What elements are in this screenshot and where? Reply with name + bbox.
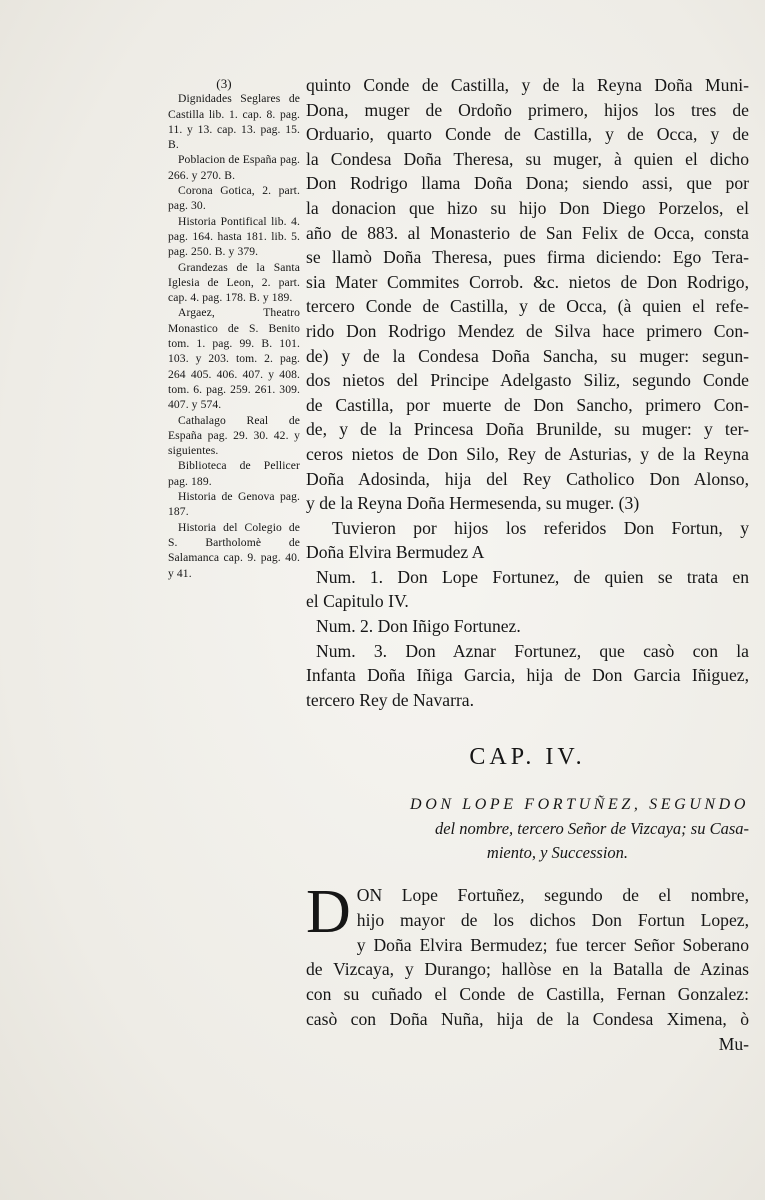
text-line: Orduario, quarto Conde de Castilla, y de Occa, y de: [306, 124, 749, 145]
text-line: Num. 2. Don Iñigo Fortunez.: [316, 616, 521, 637]
text-line: casò con Doña Nuña, hija de la Condesa Ximena, ò: [306, 1008, 749, 1029]
margin-note: Historia Pontifical lib. 4. pag. 164. hasta 181. lib. 5. pag. 250. B. y 379.: [168, 214, 300, 259]
chapter-subtitle-line: DON LOPE FORTUÑEZ, SEGUNDO: [410, 796, 749, 813]
margin-note: Historia de Genova pag. 187.: [168, 490, 300, 519]
text-line: de Vizcaya, y Durango; hallòse en la Batalla de Azinas: [306, 959, 749, 980]
text-line: Infanta Doña Iñiga Garcia, hija de Don Garcia Iñiguez,: [306, 665, 749, 686]
text-line: de, y de la Princesa Doña Brunilde, su muger: y ter-: [306, 419, 749, 440]
margin-note: Poblacion de España pag. 266. y 270. B.: [168, 153, 300, 182]
chapter-subtitle-line: del nombre, tercero Señor de Vizcaya; su Casa-: [434, 819, 749, 838]
num-item: [306, 565, 749, 614]
catchword: Mu-: [718, 1033, 749, 1054]
text-line: hijo mayor de los dichos Don Fortun Lopez,: [356, 909, 749, 930]
text-line: el Capitulo IV.: [306, 591, 409, 612]
footnote-marker: (3): [216, 76, 232, 91]
text-line: Num. 3. Don Aznar Fortunez, que casò con la: [316, 640, 749, 661]
text-line: la Condesa Doña Theresa, su muger, à quien el dicho: [306, 148, 749, 169]
genealogy-paragraph: [306, 73, 749, 516]
text-line: ON Lope Fortuñez, segundo de el nombre,: [356, 885, 749, 905]
text-line: rido Don Rodrigo Mendez de Silva hace primero Con-: [306, 320, 749, 341]
text-line: quinto Conde de Castilla, y de la Reyna Doña Muni-: [306, 75, 749, 95]
text-line: Dona, muger de Ordoño primero, hijos los tres de: [306, 99, 749, 120]
num-item: [306, 639, 749, 713]
main-text: [306, 73, 749, 712]
text-line: tercero Rey de Navarra.: [306, 689, 475, 710]
margin-notes: [168, 76, 300, 581]
text-line: y Doña Elvira Bermudez; fue tercer Señor Soberano: [356, 934, 749, 955]
margin-note: Corona Gotica, 2. part. pag. 30.: [168, 184, 300, 213]
text-line: con su cuñado el Conde de Castilla, Fernan Gonzalez:: [306, 984, 749, 1005]
chapter-heading: CAP. IV.: [469, 744, 586, 770]
text-line: tercero Conde de Castilla, y de Occa, (à quien el refe-: [306, 296, 749, 317]
text-line: y de la Reyna Doña Hermesenda, su muger. (3): [306, 493, 640, 514]
chapter-body: [306, 878, 749, 1057]
text-line: Num. 1. Don Lope Fortunez, de quien se trata en: [316, 566, 749, 587]
text-line: Tuvieron por hijos los referidos Don Fortun, y: [332, 517, 749, 538]
margin-note: Grandezas de la Santa Iglesia de Leon, 2. part. cap. 4. pag. 178. B. y 189.: [168, 260, 300, 305]
margin-note: Dignidades Seglares de Castilla lib. 1. cap. 8. pag. 11. y 13. cap. 13. pag. 15. B.: [168, 92, 300, 152]
chapter-subtitle: [306, 793, 749, 865]
text-line: se llamò Doña Theresa, pues firma diciendo: Ego Tera-: [306, 247, 749, 268]
text-line: Doña Adosinda, hija del Rey Catholico Don Alonso,: [306, 468, 749, 489]
children-paragraph: [306, 516, 749, 565]
chapter-subtitle-line: miento, y Succession.: [486, 843, 629, 862]
text-line: de Castilla, por muerte de Don Sancho, primero Con-: [306, 394, 749, 415]
text-line: Don Rodrigo llama Doña Dona; siendo assi, que por: [306, 173, 749, 194]
margin-note: Historia del Colegio de S. Bartholomè de Salamanca cap. 9. pag. 40. y 41.: [168, 520, 300, 580]
margin-note: Biblioteca de Pellicer pag. 189.: [168, 459, 300, 488]
margin-note: Argaez, Theatro Monastico de S. Benito tom. 1. pag. 99. B. 101. 103. y 203. tom. 2. pag. 264 405. 406. 407. y 408. tom. 6. pag. 259. 261. 309. 407. y 574.: [168, 306, 300, 412]
text-line: dos nietos del Principe Adelgasto Siliz, segundo Conde: [306, 370, 749, 391]
text-line: la donacion que hizo su hijo Don Diego Porzelos, el: [306, 197, 749, 218]
text-line: año de 883. al Monasterio de San Felix de Occa, consta: [306, 222, 749, 243]
num-item: [306, 614, 749, 639]
margin-note: Cathalago Real de España pag. 29. 30. 42. y siguientes.: [168, 413, 300, 458]
text-line: de) y de la Condesa Doña Sancha, su muger: segun-: [306, 345, 749, 366]
text-line: ceros nietos de Don Silo, Rey de Asturias, y de la Reyna: [306, 443, 749, 464]
text-line: Doña Elvira Bermudez A: [306, 542, 485, 563]
text-line: sia Mater Commites Corrob. &c. nietos de Don Rodrigo,: [306, 271, 749, 292]
drop-cap: D: [306, 878, 351, 946]
